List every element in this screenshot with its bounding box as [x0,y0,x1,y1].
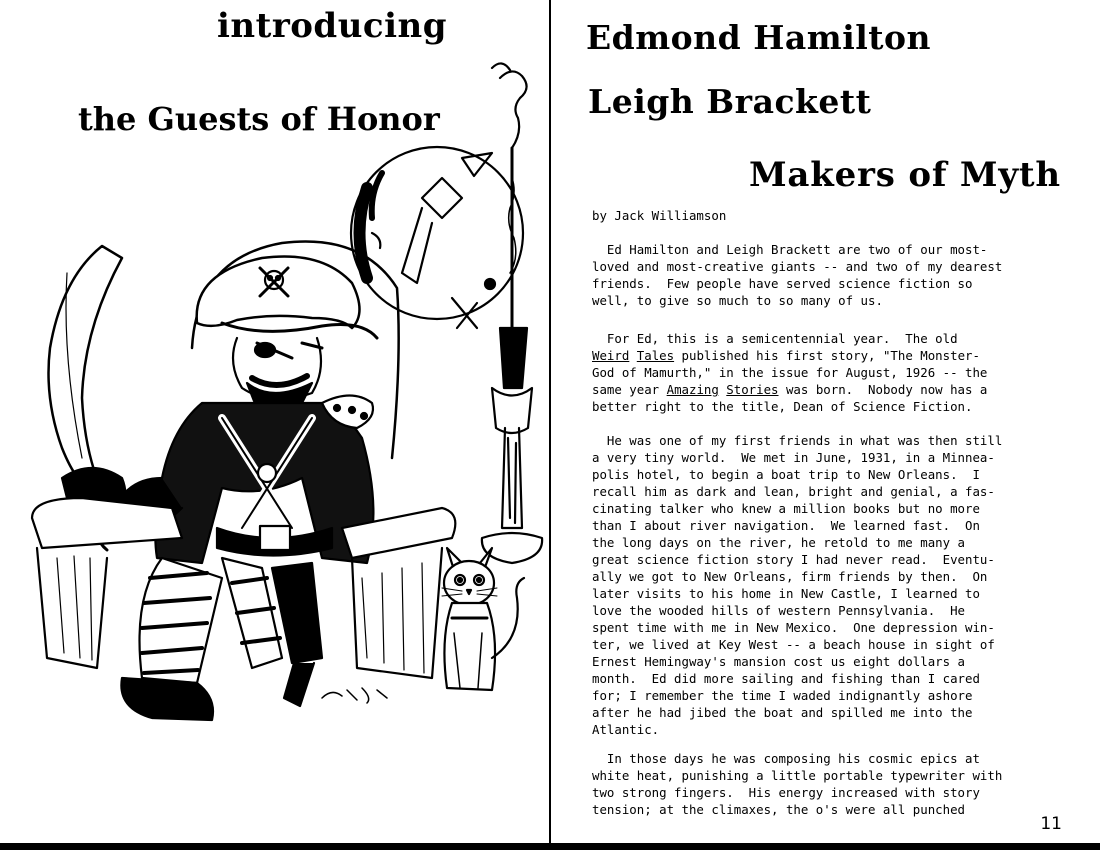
p3-line: later visits to his home in New Castle, I learned to [592,586,980,601]
p3-line: after he had jibed the boat and spilled me into the [592,705,973,720]
p2-line: God of Mamurth," in the issue for August, 1926 -- the [592,365,988,380]
paragraph-1 [592,241,1097,309]
p3-line: recall him as dark and lean, bright and genial, a fas- [592,484,995,499]
p3-line: Ernest Hemingway's mansion cost us eight dollars a [592,654,965,669]
p3-line: polis hotel, to begin a boat trip to New Orleans. I [592,467,980,482]
amazing-stories-title-2: Stories [726,382,779,397]
p3-line: ter, we lived at Key West -- a beach house in sight of [592,637,995,652]
weird-tales-title-2: Tales [636,348,675,363]
heading-introducing: introducing [217,6,448,46]
heading-leigh-brackett: Leigh Brackett [588,82,872,121]
candlestick-icon [482,63,542,563]
p1-line: friends. Few people have served science fiction so [592,276,973,291]
p4-line: In those days he was composing his cosmic epics at [592,751,980,766]
p3-line: He was one of my first friends in what was then still [592,433,1003,448]
pirate-illustration [22,58,547,733]
byline: by Jack Williamson [592,208,727,223]
heading-guests-of-honor: the Guests of Honor [78,100,440,138]
p2-line: same year [592,382,667,397]
p3-line: the long days on the river, he retold to me many a [592,535,965,550]
p4-line: two strong fingers. His energy increased with story [592,785,980,800]
p3-line: a very tiny world. We met in June, 1931, in a Minnea- [592,450,995,465]
cat-icon [442,548,524,690]
p3-line: Atlantic. [592,722,660,737]
bottom-border [0,843,1100,850]
p3-line: ally we got to New Orleans, firm friends by then. On [592,569,988,584]
p2-line: was born. Nobody now has a [778,382,988,397]
p3-line: month. Ed did more sailing and fishing than I cared [592,671,980,686]
planet-icon [351,147,523,328]
p2-line: For Ed, this is a semicentennial year. The old [592,331,958,346]
p3-line: great science fiction story I had never read. Eventu- [592,552,995,567]
p2-line: published his first story, "The Monster- [674,348,980,363]
p3-line: cinating talker who knew a million books but no more [592,501,980,516]
left-page [0,0,549,850]
p3-line: than I about river navigation. We learned fast. On [592,518,980,533]
right-page [556,0,1100,850]
paragraph-2 [592,330,1097,415]
heading-makers-of-myth: Makers of Myth [749,155,1061,195]
p3-line: spent time with me in New Mexico. One depression win- [592,620,995,635]
p1-line: loved and most-creative giants -- and two of my dearest [592,259,1003,274]
paragraph-4 [592,750,1097,818]
p4-line: tension; at the climaxes, the o's were all punched [592,802,965,817]
p1-line: well, to give so much to so many of us. [592,293,883,308]
p4-line: white heat, punishing a little portable typewriter with [592,768,1003,783]
amazing-stories-title: Amazing [666,382,719,397]
weird-tales-title: Weird [592,348,630,363]
paragraph-3 [592,432,1097,738]
p1-line: Ed Hamilton and Leigh Brackett are two of our most- [592,242,988,257]
page-number: 11 [1040,814,1062,834]
p3-line: love the wooded hills of western Pennsylvania. He [592,603,965,618]
p2-line: better right to the title, Dean of Science Fiction. [592,399,973,414]
heading-edmond-hamilton: Edmond Hamilton [586,18,932,57]
p3-line: for; I remember the time I waded indignantly ashore [592,688,973,703]
